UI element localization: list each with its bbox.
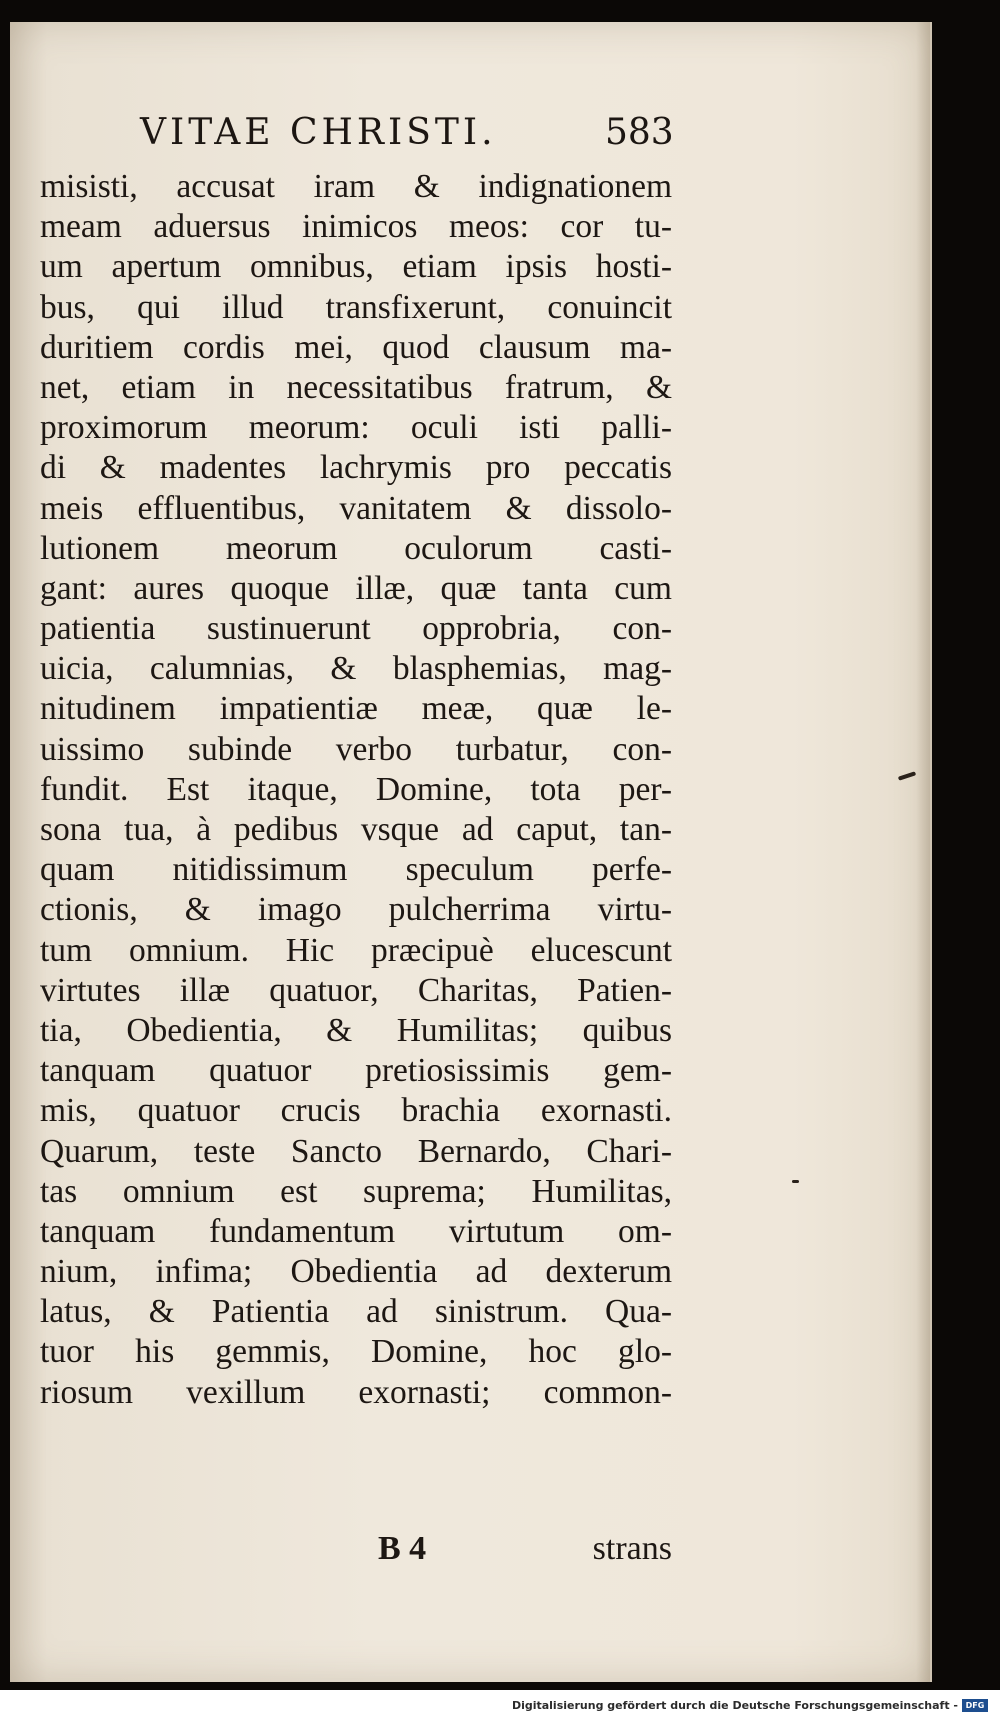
text-line: nitudinem impatientiæ meæ, quæ le- bbox=[40, 690, 672, 728]
catchword: strans bbox=[592, 1530, 672, 1567]
text-line: tuor his gemmis, Domine, hoc glo- bbox=[40, 1333, 672, 1371]
page-edge-shadow bbox=[916, 22, 930, 1682]
digitization-attribution bbox=[512, 1697, 988, 1713]
text-line: bus, qui illud transfixerunt, conuincit bbox=[40, 288, 672, 326]
text-line: duritiem cordis mei, quod clausum ma- bbox=[40, 328, 672, 366]
text-line: tia, Obedientia, & Humilitas; quibus bbox=[40, 1011, 672, 1049]
text-line: fundit. Est itaque, Domine, tota per- bbox=[40, 770, 672, 808]
text-line: uissimo subinde verbo turbatur, con- bbox=[40, 730, 672, 768]
text-line: mis, quatuor crucis brachia exornasti. bbox=[40, 1092, 672, 1130]
text-line: net, etiam in necessitatibus fratrum, & bbox=[40, 368, 672, 406]
text-line: tanquam fundamentum virtutum om- bbox=[40, 1212, 672, 1250]
text-line: misisti, accusat iram & indignationem bbox=[40, 168, 672, 205]
body-text bbox=[40, 167, 672, 1413]
text-line: virtutes illæ quatuor, Charitas, Patien- bbox=[40, 971, 672, 1009]
text-line: nium, infima; Obedientia ad dexterum bbox=[40, 1253, 672, 1291]
margin-mark bbox=[898, 771, 916, 780]
text-line: um apertum omnibus, etiam ipsis hosti- bbox=[40, 248, 672, 286]
text-line: tum omnium. Hic præcipuè elucescunt bbox=[40, 931, 672, 969]
dfg-logo: DFG bbox=[962, 1699, 988, 1712]
attribution-text: Digitalisierung gefördert durch die Deutsche Forschungsgemeinschaft - bbox=[511, 1698, 958, 1712]
page-number: 583 bbox=[605, 112, 674, 153]
text-line: tas omnium est suprema; Humilitas, bbox=[40, 1172, 672, 1210]
text-line: meis effluentibus, vanitatem & dissolo- bbox=[40, 489, 672, 527]
text-line: sona tua, à pedibus vsque ad caput, tan- bbox=[40, 811, 672, 848]
text-line: gant: aures quoque illæ, quæ tanta cum bbox=[40, 569, 672, 607]
text-line: riosum vexillum exornasti; common- bbox=[40, 1373, 672, 1411]
text-line: uicia, calumnias, & blasphemias, mag- bbox=[40, 650, 672, 688]
book-page bbox=[10, 22, 932, 1682]
page-footer bbox=[40, 1530, 672, 1574]
text-line: proximorum meorum: oculi isti palli- bbox=[40, 409, 672, 447]
text-line: latus, & Patientia ad sinistrum. Qua- bbox=[40, 1293, 672, 1331]
text-line: meam aduersus inimicos meos: cor tu- bbox=[40, 208, 672, 246]
signature-mark: B 4 bbox=[378, 1530, 427, 1567]
text-line: quam nitidissimum speculum perfe- bbox=[40, 851, 672, 889]
text-line: Quarum, teste Sancto Bernardo, Chari- bbox=[40, 1132, 672, 1170]
text-line: di & madentes lachrymis pro peccatis bbox=[40, 449, 672, 487]
running-title: VITAE CHRISTI. bbox=[140, 112, 497, 153]
text-line: tanquam quatuor pretiosissimis gem- bbox=[40, 1052, 672, 1090]
text-line: lutionem meorum oculorum casti- bbox=[40, 529, 672, 567]
text-line: patientia sustinuerunt opprobria, con- bbox=[40, 610, 672, 648]
margin-mark bbox=[792, 1180, 799, 1183]
text-line: ctionis, & imago pulcherrima virtu- bbox=[40, 891, 672, 929]
